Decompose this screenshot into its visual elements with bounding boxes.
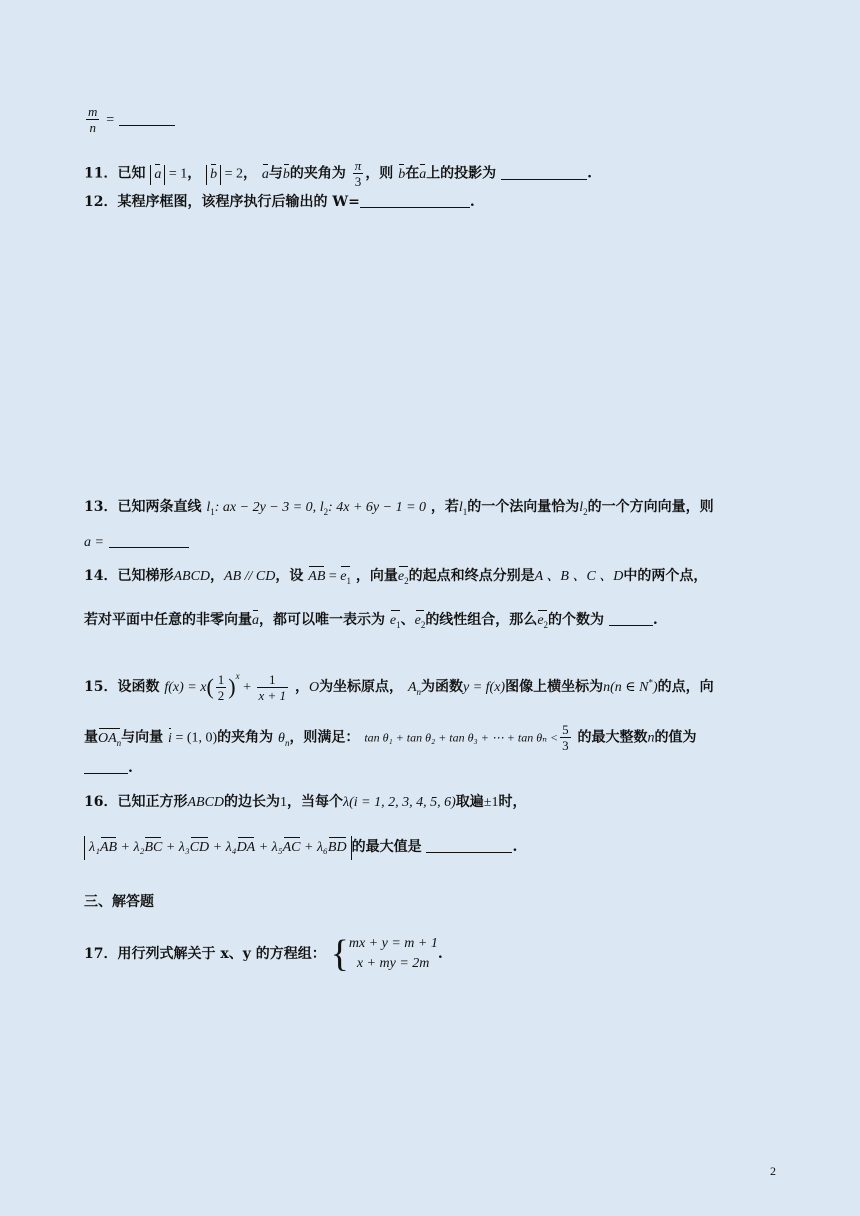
- q17-label: 17．用行列式解关于 x、y 的方程组：: [84, 946, 326, 962]
- q14-text: ，都可以唯一表示为: [259, 612, 385, 628]
- question-17: [84, 934, 443, 974]
- q14-label: 14．已知梯形: [84, 568, 174, 584]
- vector-i: i: [168, 729, 172, 749]
- q11-text: 的夹角为: [289, 165, 346, 182]
- q11-label: 11．已知: [84, 165, 146, 182]
- fraction-m-over-n: [86, 104, 99, 135]
- q11-text: ，: [243, 165, 258, 182]
- vector-b: b: [283, 165, 290, 185]
- page-number: 2: [770, 1164, 776, 1178]
- q14-text: ，设: [275, 568, 304, 584]
- question-16: [84, 792, 526, 813]
- fraction-five-thirds: $\frac{5}{3}$: [562, 722, 569, 753]
- q15-origin: O: [308, 680, 320, 695]
- line-l2: $l_2$: [319, 500, 329, 517]
- q15-text: 的夹角为: [217, 729, 274, 746]
- vector-a: a: [252, 611, 259, 631]
- q15-text: 的最大整数: [577, 729, 648, 746]
- q11-text: 上的投影为: [426, 165, 497, 182]
- question-14: [84, 566, 707, 591]
- abs-b: b: [206, 165, 221, 185]
- q11-text: 在: [405, 165, 420, 182]
- q14-text: ，: [210, 568, 225, 584]
- q13-eq2: : 4x + 6y − 1 = 0: [328, 500, 427, 515]
- question-16-line2: [84, 836, 517, 860]
- question-15: 15．设函数 f(x) = x( $\frac{1}{2}$ )$^x$ + $\frac{1}{x + 1}$ ，O为坐标原点， $A_n$为函数y = f(x)图像上横坐标为n(n ∈ N*)的点，向: [84, 671, 714, 703]
- q12-end: .: [469, 194, 475, 210]
- question-13-answer: [84, 532, 189, 553]
- answer-blank: [501, 165, 587, 180]
- answer-blank: [426, 838, 512, 853]
- tan-sum: tan θ₁ + tan θ₂ + tan θ₃ + ⋯ + tan θₙ <: [364, 730, 559, 745]
- vector-oan: $OA_n$: [98, 729, 121, 753]
- q16-text: 时，: [498, 794, 527, 810]
- vector-e1: $e_1$: [340, 567, 351, 591]
- section-title-text: 三、解答题: [84, 894, 154, 910]
- answer-blank: [609, 611, 653, 626]
- answer-blank: [119, 111, 175, 126]
- q15-text: 为函数: [421, 679, 463, 695]
- q14-text: 中的两个点，: [623, 568, 708, 584]
- vector-ab: AB: [308, 567, 325, 587]
- q11-text: 与: [268, 165, 283, 182]
- theta-n: $\theta_n$: [278, 730, 290, 748]
- q14-end: .: [652, 612, 658, 628]
- line-l1: $l_1$: [206, 500, 215, 517]
- q11-end: .: [587, 165, 592, 182]
- equals-sign: =: [106, 112, 115, 128]
- q15-yfx: y = f(x): [463, 680, 506, 695]
- abs-a: a: [150, 165, 165, 185]
- question-15-answer: [84, 758, 133, 778]
- q16-pm: ±1: [483, 795, 499, 810]
- q14-text: ，向量: [355, 568, 398, 584]
- q16-abcd: ABCD: [187, 795, 225, 810]
- q16-end: .: [512, 839, 518, 855]
- q15-text: 与向量: [121, 729, 164, 746]
- q13-text: 的一个方向向量，则: [587, 499, 714, 515]
- q14-text: 的起点和终点分别是: [408, 568, 535, 584]
- q13-a-equals: a =: [84, 535, 104, 550]
- q14-parallel: AB // CD: [224, 569, 276, 584]
- q15-text: 量: [84, 729, 98, 746]
- plus-sign: +: [239, 680, 255, 695]
- q15-text: 为坐标原点，: [319, 679, 404, 695]
- question-12: [84, 192, 475, 212]
- q11-text: ，则: [365, 165, 394, 182]
- vector-e2: $e_2$: [398, 567, 409, 591]
- q15-text: ，: [294, 679, 309, 695]
- q16-text: ，当每个: [287, 794, 344, 810]
- q12-text: 12．某程序框图，该程序执行后输出的 W=: [84, 194, 360, 210]
- q16-one: 1: [280, 795, 288, 810]
- fraction-numerator: m: [88, 104, 98, 119]
- fraction-denominator: n: [89, 120, 96, 135]
- q14-text: 、: [400, 612, 415, 628]
- q16-lambda: λ(i = 1, 2, 3, 4, 5, 6): [343, 795, 456, 810]
- vector-a: a: [419, 165, 426, 185]
- q14-text: 的线性组合，那么: [425, 612, 538, 628]
- q13-text: ，若: [430, 499, 459, 515]
- question-11: 11．已知 a = 1， b = 2， a与b的夹角为 $\frac{\pi}{3}$ ，则 b在a上的投影为 .: [84, 158, 592, 189]
- vector-e2: $e_2$: [415, 611, 426, 635]
- q14-text: 的个数为: [548, 612, 605, 628]
- fraction-one-half: $\frac{1}{2}$: [217, 671, 225, 703]
- equation-2: x + my = 2m: [356, 956, 430, 971]
- fraction-answer-line: [84, 104, 175, 135]
- q14-text: 若对平面中任意的非零向量: [84, 612, 252, 628]
- lambda-vector-sum: λ₁AB + λ₂BC + λ₃CD + λ₄DA + λ₅AC + λ₆BD: [84, 836, 352, 860]
- q11-text: ，: [187, 165, 202, 182]
- question-13: 13．已知两条直线 $l_1$: ax − 2y − 3 = 0, $l_2$: 4x + 6y − 1 = 0 ，若$l_1$的一个法向量恰为$l_2$的一个方向向量，则: [84, 499, 714, 517]
- q15-text: 的值为: [654, 729, 697, 746]
- answer-blank: [84, 759, 128, 774]
- q16-text: 的最大值是: [351, 839, 422, 855]
- q16-text: 取遍: [455, 794, 484, 810]
- fraction-pi-over-3: $\frac{\pi}{3}$: [354, 158, 362, 189]
- q14-points: A 、B 、C 、D: [534, 569, 624, 584]
- vector-e1: $e_1$: [390, 611, 401, 635]
- equation-system: { mx + y = m + 1 x + my = 2m: [330, 933, 438, 975]
- q14-abcd: ABCD: [173, 569, 211, 584]
- point-an: $A_n$: [407, 680, 421, 697]
- q15-text: 的点，向: [657, 679, 714, 695]
- q13-eq1: : ax − 2y − 3 = 0,: [214, 500, 320, 515]
- vector-a: a: [262, 165, 269, 185]
- question-14-line2: [84, 610, 658, 635]
- answer-blank: [109, 533, 189, 548]
- vector-e2: $e_2$: [537, 611, 548, 635]
- q17-end: .: [437, 946, 443, 962]
- q15-fx: f(x) = x: [164, 680, 207, 695]
- n-condition: n(n ∈ N*): [603, 677, 658, 695]
- section-title: [84, 892, 154, 912]
- q15-label: 15．设函数: [84, 679, 160, 695]
- q14-eq: =: [325, 569, 341, 584]
- q15-n: n: [647, 730, 655, 746]
- q13-text: 的一个法向量恰为: [467, 499, 580, 515]
- q13-label: 13．已知两条直线: [84, 499, 202, 515]
- fraction-one-over-x-plus-1: $\frac{1}{x + 1}$: [258, 671, 287, 703]
- equation-1: mx + y = m + 1: [348, 936, 438, 951]
- q15-text: ，则满足：: [289, 729, 360, 746]
- vector-b: b: [398, 165, 405, 185]
- q15-text: 图像上横坐标为: [505, 679, 604, 695]
- q15-i-eq: = (1, 0): [171, 730, 218, 746]
- answer-blank: [360, 193, 470, 208]
- q15-end: .: [128, 760, 133, 776]
- question-15-line2: [84, 722, 696, 753]
- q16-label: 16．已知正方形: [84, 794, 188, 810]
- q16-text: 的边长为: [224, 794, 281, 810]
